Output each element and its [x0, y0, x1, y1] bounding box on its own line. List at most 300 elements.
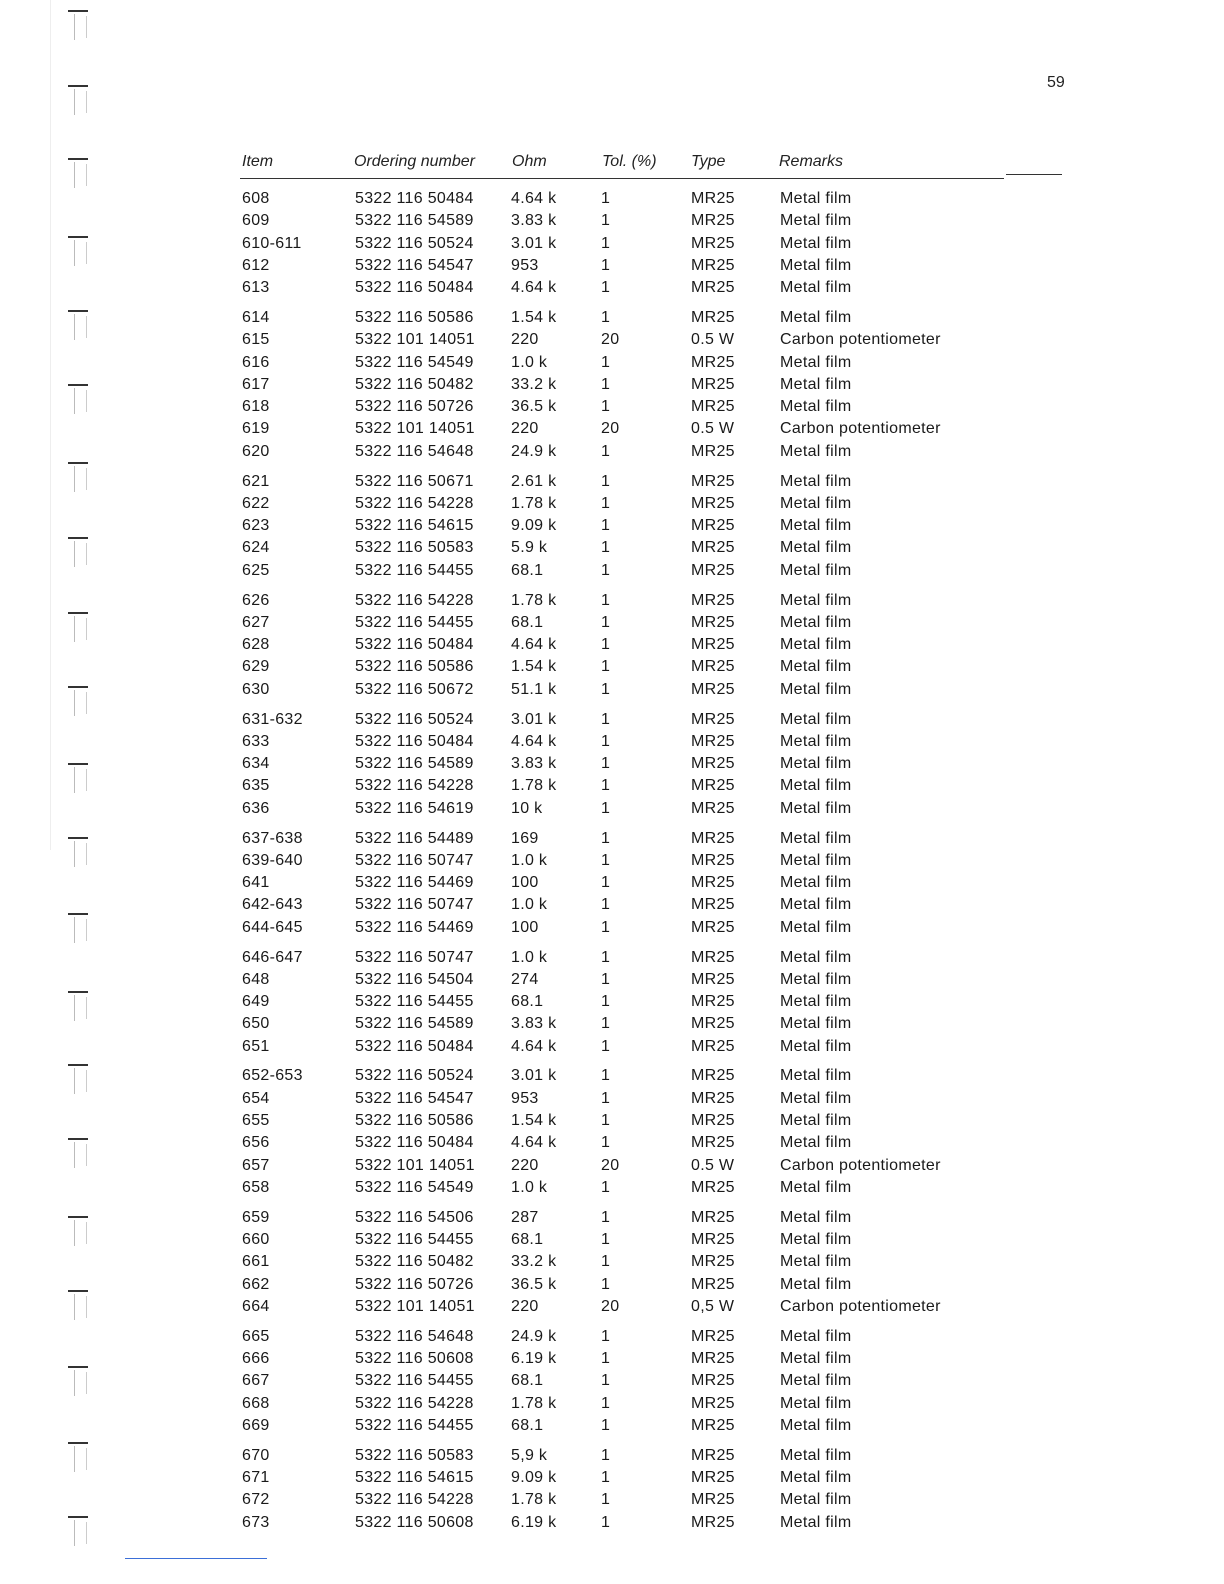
table-row: [0, 1229, 1224, 1251]
table-row: [0, 590, 1224, 612]
cell-tolerance: 1: [601, 1067, 611, 1085]
cell-tolerance: 20: [601, 420, 620, 438]
cell-type: MR25: [691, 755, 735, 773]
cell-item: 650: [242, 1015, 270, 1033]
cell-tolerance: 1: [601, 1275, 611, 1293]
cell-remarks: Metal film: [780, 755, 852, 773]
table-row: [0, 307, 1224, 329]
cell-type: MR25: [691, 591, 735, 609]
cell-tolerance: 1: [601, 234, 611, 252]
parts-table-body: [0, 188, 1224, 1541]
cell-tolerance: 1: [601, 561, 611, 579]
cell-ordering-number: 5322 116 54549: [355, 1178, 474, 1196]
cell-ohm: 68.1: [511, 561, 544, 579]
table-header: [242, 153, 1062, 175]
cell-ordering-number: 5322 116 50482: [355, 375, 474, 393]
table-row: [0, 894, 1224, 916]
page-number: 59: [1047, 74, 1065, 91]
cell-item: 628: [242, 636, 270, 654]
cell-remarks: Metal film: [780, 777, 852, 795]
cell-ordering-number: 5322 116 54469: [355, 874, 474, 892]
table-row: [0, 471, 1224, 493]
table-row: [0, 537, 1224, 559]
cell-remarks: Metal film: [780, 353, 852, 371]
table-row: [0, 1370, 1224, 1392]
table-row: [0, 560, 1224, 582]
cell-tolerance: 20: [601, 331, 620, 349]
cell-tolerance: 1: [601, 1469, 611, 1487]
cell-remarks: Metal film: [780, 1208, 852, 1226]
cell-remarks: Metal film: [780, 732, 852, 750]
table-row: [0, 947, 1224, 969]
cell-remarks: Metal film: [780, 1446, 852, 1464]
cell-ordering-number: 5322 116 50484: [355, 190, 474, 207]
cell-tolerance: 1: [601, 442, 611, 460]
cell-type: MR25: [691, 353, 735, 371]
cell-ohm: 1.54 k: [511, 308, 557, 326]
cell-ohm: 3.01 k: [511, 710, 557, 728]
cell-ohm: 68.1: [511, 993, 544, 1011]
table-row: [0, 709, 1224, 731]
header-ordering-number: Ordering number: [354, 153, 475, 170]
cell-remarks: Metal film: [780, 539, 852, 557]
cell-ohm: 5,9 k: [511, 1446, 548, 1464]
cell-remarks: Metal film: [780, 1253, 852, 1271]
cell-tolerance: 1: [601, 212, 611, 230]
cell-item: 662: [242, 1275, 270, 1293]
cell-item: 616: [242, 353, 270, 371]
cell-item: 634: [242, 755, 270, 773]
table-row: [0, 1489, 1224, 1511]
cell-item: 609: [242, 212, 270, 230]
cell-tolerance: 20: [601, 1156, 620, 1174]
cell-ohm: 1.78 k: [511, 494, 557, 512]
cell-type: MR25: [691, 851, 735, 869]
cell-remarks: Carbon potentiometer: [780, 1156, 941, 1174]
cell-type: MR25: [691, 1208, 735, 1226]
cell-remarks: Metal film: [780, 874, 852, 892]
table-row: [0, 1296, 1224, 1318]
cell-item: 654: [242, 1089, 270, 1107]
table-row: [0, 969, 1224, 991]
cell-ordering-number: 5322 116 54549: [355, 353, 474, 371]
cell-tolerance: 1: [601, 308, 611, 326]
cell-tolerance: 1: [601, 948, 611, 966]
cell-type: MR25: [691, 799, 735, 817]
cell-item: 622: [242, 494, 270, 512]
cell-ordering-number: 5322 116 50583: [355, 539, 474, 557]
cell-ordering-number: 5322 116 50583: [355, 1446, 474, 1464]
cell-remarks: Metal film: [780, 256, 852, 274]
cell-remarks: Metal film: [780, 1231, 852, 1249]
cell-tolerance: 1: [601, 353, 611, 371]
cell-type: MR25: [691, 308, 735, 326]
cell-item: 623: [242, 517, 270, 535]
cell-remarks: Carbon potentiometer: [780, 1297, 941, 1315]
cell-item: 637-638: [242, 829, 303, 847]
table-row: [0, 352, 1224, 374]
cell-remarks: Metal film: [780, 1513, 852, 1531]
cell-type: MR25: [691, 1394, 735, 1412]
table-row: [0, 1467, 1224, 1489]
cell-type: MR25: [691, 777, 735, 795]
cell-remarks: Metal film: [780, 190, 852, 207]
cell-tolerance: 1: [601, 755, 611, 773]
cell-ohm: 1.54 k: [511, 1112, 557, 1130]
cell-tolerance: 1: [601, 777, 611, 795]
cell-ordering-number: 5322 116 54615: [355, 517, 474, 535]
cell-ordering-number: 5322 101 14051: [355, 420, 475, 438]
cell-ohm: 4.64 k: [511, 279, 557, 297]
cell-item: 667: [242, 1372, 270, 1390]
cell-ohm: 2.61 k: [511, 472, 557, 490]
cell-remarks: Metal film: [780, 896, 852, 914]
cell-remarks: Metal film: [780, 948, 852, 966]
cell-type: MR25: [691, 398, 735, 416]
cell-tolerance: 1: [601, 1231, 611, 1249]
cell-tolerance: 1: [601, 279, 611, 297]
row-group: [0, 471, 1224, 582]
cell-tolerance: 1: [601, 591, 611, 609]
cell-type: MR25: [691, 874, 735, 892]
header-remarks: Remarks: [779, 153, 844, 170]
cell-type: MR25: [691, 1067, 735, 1085]
cell-ohm: 220: [511, 331, 539, 349]
cell-ordering-number: 5322 116 50726: [355, 398, 474, 416]
cell-ordering-number: 5322 116 54504: [355, 970, 474, 988]
cell-ordering-number: 5322 116 50747: [355, 948, 474, 966]
cell-type: MR25: [691, 1491, 735, 1509]
cell-item: 646-647: [242, 948, 303, 966]
table-row: [0, 634, 1224, 656]
cell-tolerance: 1: [601, 1089, 611, 1107]
row-group: [0, 188, 1224, 299]
cell-type: 0.5 W: [691, 331, 735, 349]
cell-ohm: 4.64 k: [511, 636, 557, 654]
row-group: [0, 709, 1224, 820]
cell-ordering-number: 5322 116 50524: [355, 1067, 474, 1085]
cell-item: 631-632: [242, 710, 303, 728]
cell-remarks: Metal film: [780, 472, 852, 490]
cell-ordering-number: 5322 116 50482: [355, 1253, 474, 1271]
cell-tolerance: 1: [601, 190, 611, 207]
cell-ohm: 3.83 k: [511, 1015, 557, 1033]
cell-remarks: Metal film: [780, 1037, 852, 1055]
cell-tolerance: 1: [601, 1446, 611, 1464]
cell-remarks: Metal film: [780, 710, 852, 728]
cell-ordering-number: 5322 116 54489: [355, 829, 474, 847]
cell-type: MR25: [691, 375, 735, 393]
cell-item: 615: [242, 331, 270, 349]
cell-remarks: Metal film: [780, 212, 852, 230]
header-rule-right: [1006, 174, 1062, 175]
cell-type: MR25: [691, 1416, 735, 1434]
cell-ordering-number: 5322 116 54455: [355, 1372, 474, 1390]
table-row: [0, 277, 1224, 299]
cell-tolerance: 1: [601, 993, 611, 1011]
cell-ohm: 1.78 k: [511, 777, 557, 795]
cell-ohm: 287: [511, 1208, 539, 1226]
cell-type: MR25: [691, 918, 735, 936]
cell-tolerance: 1: [601, 1208, 611, 1226]
cell-ohm: 33.2 k: [511, 1253, 557, 1271]
cell-ordering-number: 5322 116 54547: [355, 1089, 474, 1107]
cell-remarks: Metal film: [780, 680, 852, 698]
cell-ordering-number: 5322 116 54469: [355, 918, 474, 936]
cell-type: MR25: [691, 256, 735, 274]
cell-ordering-number: 5322 116 54619: [355, 799, 474, 817]
cell-remarks: Metal film: [780, 993, 852, 1011]
cell-ohm: 5.9 k: [511, 539, 548, 557]
cell-item: 644-645: [242, 918, 303, 936]
cell-remarks: Metal film: [780, 1015, 852, 1033]
cell-item: 671: [242, 1469, 270, 1487]
cell-remarks: Metal film: [780, 279, 852, 297]
cell-remarks: Metal film: [780, 398, 852, 416]
cell-item: 614: [242, 308, 270, 326]
cell-type: MR25: [691, 948, 735, 966]
cell-ohm: 68.1: [511, 1372, 544, 1390]
table-row: [0, 872, 1224, 894]
cell-item: 669: [242, 1416, 270, 1434]
cell-ohm: 4.64 k: [511, 732, 557, 750]
cell-item: 630: [242, 680, 270, 698]
cell-ordering-number: 5322 116 50484: [355, 1037, 474, 1055]
table-row: [0, 255, 1224, 277]
cell-type: MR25: [691, 1350, 735, 1368]
cell-tolerance: 1: [601, 874, 611, 892]
table-row: [0, 1088, 1224, 1110]
cell-item: 652-653: [242, 1067, 303, 1085]
cell-ordering-number: 5322 116 50608: [355, 1513, 474, 1531]
cell-type: 0.5 W: [691, 1156, 735, 1174]
cell-tolerance: 1: [601, 1372, 611, 1390]
cell-remarks: Metal film: [780, 1089, 852, 1107]
cell-item: 648: [242, 970, 270, 988]
cell-remarks: Metal film: [780, 1491, 852, 1509]
cell-type: MR25: [691, 1112, 735, 1130]
cell-tolerance: 1: [601, 1178, 611, 1196]
cell-type: MR25: [691, 561, 735, 579]
cell-remarks: Metal film: [780, 1275, 852, 1293]
table-row: [0, 188, 1224, 210]
cell-ohm: 33.2 k: [511, 375, 557, 393]
cell-type: MR25: [691, 613, 735, 631]
cell-item: 636: [242, 799, 270, 817]
cell-item: 673: [242, 1513, 270, 1531]
cell-item: 659: [242, 1208, 270, 1226]
cell-remarks: Metal film: [780, 918, 852, 936]
table-row: [0, 374, 1224, 396]
cell-tolerance: 20: [601, 1297, 620, 1315]
cell-tolerance: 1: [601, 256, 611, 274]
cell-type: MR25: [691, 1231, 735, 1249]
cell-ohm: 4.64 k: [511, 1134, 557, 1152]
cell-ordering-number: 5322 101 14051: [355, 331, 475, 349]
cell-remarks: Carbon potentiometer: [780, 420, 941, 438]
cell-tolerance: 1: [601, 613, 611, 631]
cell-ordering-number: 5322 116 54455: [355, 561, 474, 579]
cell-ordering-number: 5322 116 50484: [355, 279, 474, 297]
cell-ordering-number: 5322 116 54648: [355, 442, 474, 460]
cell-ordering-number: 5322 116 50726: [355, 1275, 474, 1293]
cell-item: 620: [242, 442, 270, 460]
cell-ohm: 1.0 k: [511, 896, 548, 914]
cell-ohm: 4.64 k: [511, 1037, 557, 1055]
cell-item: 633: [242, 732, 270, 750]
table-row: [0, 775, 1224, 797]
row-group: [0, 1065, 1224, 1199]
cell-ohm: 1.0 k: [511, 353, 548, 371]
cell-remarks: Metal film: [780, 658, 852, 676]
cell-item: 618: [242, 398, 270, 416]
cell-remarks: Carbon potentiometer: [780, 331, 941, 349]
cell-remarks: Metal film: [780, 1372, 852, 1390]
bottom-rule: [125, 1558, 267, 1559]
cell-ohm: 1.0 k: [511, 948, 548, 966]
cell-tolerance: 1: [601, 1491, 611, 1509]
cell-ordering-number: 5322 116 54228: [355, 591, 474, 609]
cell-ohm: 6.19 k: [511, 1513, 557, 1531]
cell-type: MR25: [691, 1446, 735, 1464]
cell-remarks: Metal film: [780, 561, 852, 579]
table-row: [0, 1177, 1224, 1199]
cell-tolerance: 1: [601, 539, 611, 557]
cell-ohm: 100: [511, 874, 539, 892]
cell-type: MR25: [691, 732, 735, 750]
cell-tolerance: 1: [601, 1327, 611, 1345]
cell-tolerance: 1: [601, 918, 611, 936]
cell-type: 0,5 W: [691, 1297, 735, 1315]
cell-ordering-number: 5322 116 50671: [355, 472, 474, 490]
table-row: [0, 656, 1224, 678]
cell-remarks: Metal film: [780, 375, 852, 393]
cell-remarks: Metal film: [780, 591, 852, 609]
cell-type: MR25: [691, 279, 735, 297]
cell-ohm: 68.1: [511, 1231, 544, 1249]
cell-type: MR25: [691, 636, 735, 654]
table-row: [0, 731, 1224, 753]
cell-ordering-number: 5322 116 50484: [355, 1134, 474, 1152]
cell-remarks: Metal film: [780, 851, 852, 869]
cell-item: 612: [242, 256, 270, 274]
cell-remarks: Metal film: [780, 1178, 852, 1196]
cell-ohm: 24.9 k: [511, 1327, 557, 1345]
cell-item: 608: [242, 190, 270, 207]
table-row: [0, 493, 1224, 515]
binder-hole-mark: [68, 85, 90, 119]
cell-remarks: Metal film: [780, 442, 852, 460]
cell-item: 672: [242, 1491, 270, 1509]
cell-tolerance: 1: [601, 1015, 611, 1033]
table-row: [0, 1065, 1224, 1087]
cell-ohm: 3.83 k: [511, 755, 557, 773]
cell-remarks: Metal film: [780, 308, 852, 326]
cell-ohm: 51.1 k: [511, 680, 557, 698]
cell-remarks: Metal film: [780, 1134, 852, 1152]
table-row: [0, 1393, 1224, 1415]
cell-ordering-number: 5322 116 50672: [355, 680, 474, 698]
cell-type: MR25: [691, 1089, 735, 1107]
cell-type: MR25: [691, 1178, 735, 1196]
cell-item: 660: [242, 1231, 270, 1249]
cell-type: MR25: [691, 234, 735, 252]
cell-type: MR25: [691, 1253, 735, 1271]
cell-ordering-number: 5322 101 14051: [355, 1156, 475, 1174]
header-type: Type: [691, 153, 726, 170]
cell-item: 649: [242, 993, 270, 1011]
cell-item: 656: [242, 1134, 270, 1152]
row-group: [0, 947, 1224, 1058]
cell-ohm: 1.0 k: [511, 1178, 548, 1196]
cell-remarks: Metal film: [780, 799, 852, 817]
cell-type: MR25: [691, 1015, 735, 1033]
cell-remarks: Metal film: [780, 1327, 852, 1345]
table-row: [0, 1512, 1224, 1534]
cell-type: MR25: [691, 710, 735, 728]
cell-type: MR25: [691, 993, 735, 1011]
cell-remarks: Metal film: [780, 1416, 852, 1434]
cell-type: MR25: [691, 472, 735, 490]
cell-tolerance: 1: [601, 472, 611, 490]
cell-ohm: 953: [511, 1089, 539, 1107]
table-row: [0, 1036, 1224, 1058]
cell-type: MR25: [691, 539, 735, 557]
cell-ordering-number: 5322 116 54228: [355, 1491, 474, 1509]
cell-item: 619: [242, 420, 270, 438]
table-row: [0, 441, 1224, 463]
cell-ohm: 1.78 k: [511, 591, 557, 609]
cell-ohm: 10 k: [511, 799, 543, 817]
cell-remarks: Metal film: [780, 517, 852, 535]
cell-tolerance: 1: [601, 1513, 611, 1531]
cell-item: 664: [242, 1297, 270, 1315]
cell-type: MR25: [691, 829, 735, 847]
table-row: [0, 1132, 1224, 1154]
cell-ordering-number: 5322 116 54547: [355, 256, 474, 274]
row-group: [0, 828, 1224, 939]
binder-hole-mark: [68, 10, 90, 44]
header-tolerance: Tol. (%): [602, 153, 657, 170]
cell-ohm: 9.09 k: [511, 1469, 557, 1487]
cell-ordering-number: 5322 101 14051: [355, 1297, 475, 1315]
cell-ordering-number: 5322 116 54455: [355, 1231, 474, 1249]
cell-ordering-number: 5322 116 54648: [355, 1327, 474, 1345]
table-row: [0, 991, 1224, 1013]
cell-item: 666: [242, 1350, 270, 1368]
cell-ohm: 169: [511, 829, 539, 847]
cell-tolerance: 1: [601, 1350, 611, 1368]
cell-ohm: 36.5 k: [511, 1275, 557, 1293]
cell-tolerance: 1: [601, 636, 611, 654]
table-row: [0, 396, 1224, 418]
cell-item: 626: [242, 591, 270, 609]
cell-remarks: Metal film: [780, 613, 852, 631]
table-row: [0, 753, 1224, 775]
cell-tolerance: 1: [601, 1416, 611, 1434]
cell-ohm: 68.1: [511, 1416, 544, 1434]
cell-type: MR25: [691, 1513, 735, 1531]
cell-ordering-number: 5322 116 54615: [355, 1469, 474, 1487]
cell-type: MR25: [691, 1275, 735, 1293]
cell-remarks: Metal film: [780, 1112, 852, 1130]
header-item: Item: [242, 153, 274, 170]
table-row: [0, 1274, 1224, 1296]
cell-remarks: Metal film: [780, 636, 852, 654]
cell-item: 655: [242, 1112, 270, 1130]
table-row: [0, 515, 1224, 537]
cell-ordering-number: 5322 116 50747: [355, 896, 474, 914]
